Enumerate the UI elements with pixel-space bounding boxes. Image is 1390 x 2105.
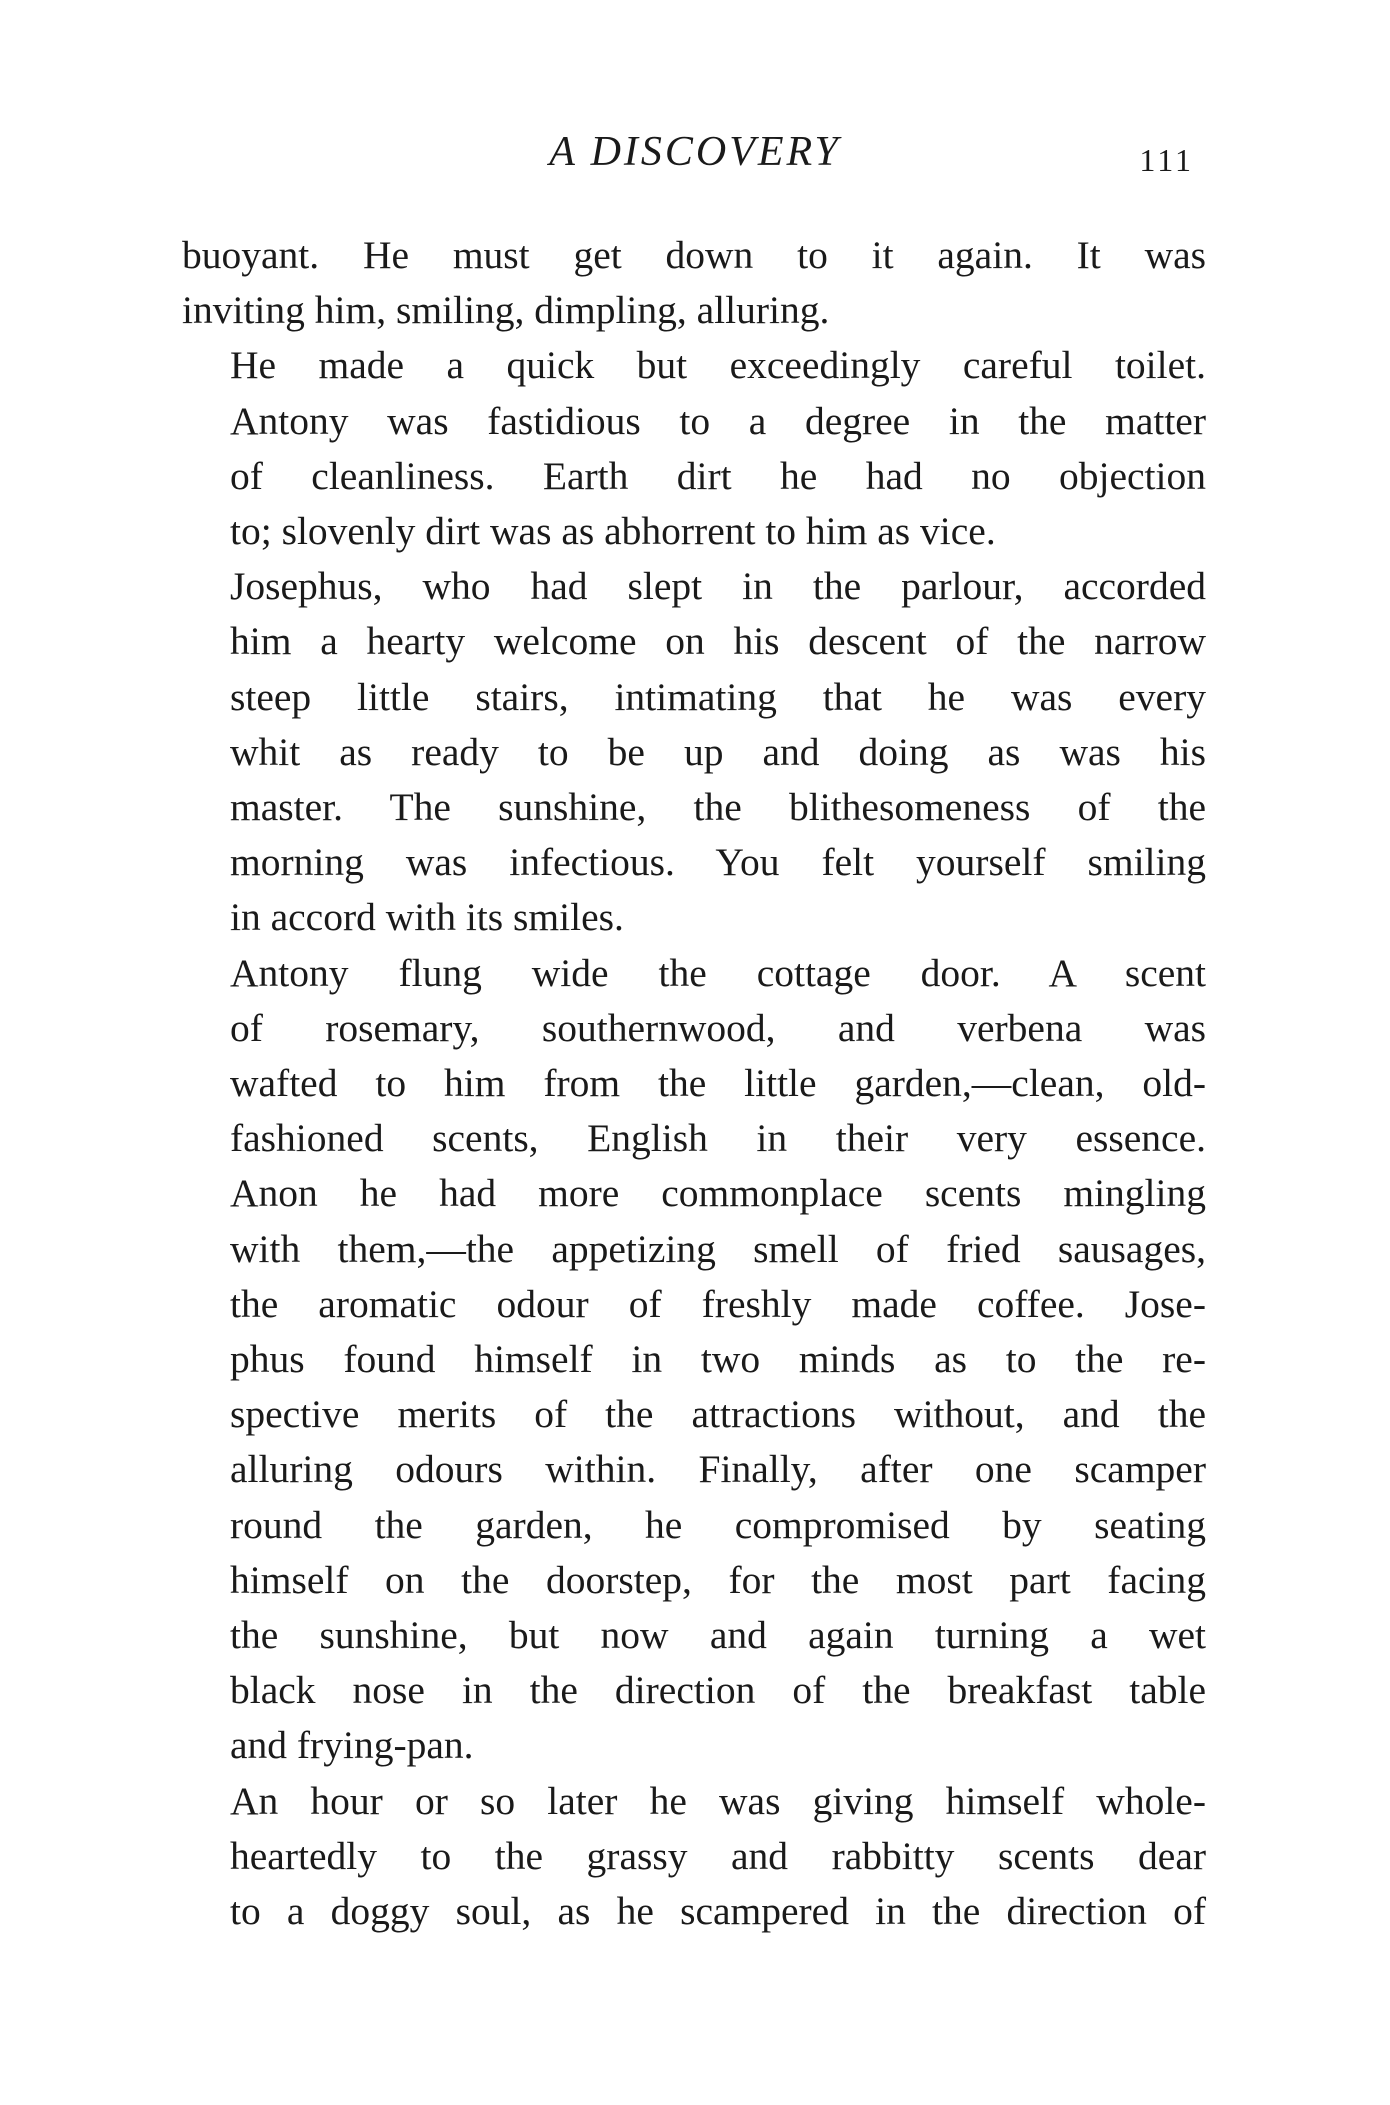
text-line: He made a quick but exceedingly careful toilet. [230, 343, 1206, 388]
body-text [182, 228, 1206, 1939]
text-line: alluring odours within. Finally, after one scamper [230, 1447, 1206, 1492]
text-line: phus found himself in two minds as to the re- [230, 1337, 1206, 1382]
text-line: and frying-pan. [230, 1723, 474, 1768]
text-line: master. The sunshine, the blithesomeness of the [230, 785, 1206, 830]
text-line: the sunshine, but now and again turning a wet [230, 1613, 1206, 1658]
text-line: of rosemary, southernwood, and verbena was [230, 1005, 1206, 1050]
text-line: him a hearty welcome on his descent of the narrow [230, 619, 1206, 664]
paragraph [182, 338, 1206, 559]
text-line: to; slovenly dirt was as abhorrent to him as vice. [230, 509, 996, 554]
text-line: spective merits of the attractions without, and the [230, 1392, 1206, 1437]
text-line: himself on the doorstep, for the most part facing [230, 1557, 1206, 1602]
text-line: whit as ready to be up and doing as was his [230, 729, 1206, 774]
text-line: buoyant. He must get down to it again. It was [182, 233, 1206, 277]
text-line: of cleanliness. Earth dirt he had no objection [230, 453, 1206, 498]
text-line: inviting him, smiling, dimpling, alluring. [182, 288, 830, 333]
text-line: round the garden, he compromised by seating [230, 1502, 1206, 1547]
text-line: in accord with its smiles. [230, 895, 624, 940]
paragraph [182, 559, 1206, 945]
paragraph [182, 1774, 1206, 1940]
text-line: wafted to him from the little garden,—clean, old- [230, 1061, 1206, 1106]
text-line: with them,—the appetizing smell of fried sausages, [230, 1226, 1206, 1271]
text-line: An hour or so later he was giving himself whole- [230, 1778, 1206, 1823]
text-line: fashioned scents, English in their very essence. [230, 1116, 1206, 1161]
text-line: steep little stairs, intimating that he was every [230, 674, 1206, 719]
text-line: to a doggy soul, as he scampered in the direction of [230, 1889, 1206, 1934]
text-line: Antony flung wide the cottage door. A scent [230, 950, 1206, 995]
running-head: A DISCOVERY [549, 129, 841, 175]
page-header [180, 124, 1210, 184]
paragraph [182, 228, 1206, 338]
text-line: the aromatic odour of freshly made coffee. Jose- [230, 1281, 1206, 1326]
page-number: 111 [1139, 142, 1194, 178]
text-line: morning was infectious. You felt yourself smiling [230, 840, 1206, 885]
text-line: black nose in the direction of the breakfast table [230, 1668, 1206, 1713]
text-line: Antony was fastidious to a degree in the matter [230, 398, 1206, 443]
paragraph [182, 946, 1206, 1774]
text-line: Josephus, who had slept in the parlour, accorded [230, 564, 1206, 609]
text-line: heartedly to the grassy and rabbitty scents dear [230, 1833, 1206, 1878]
text-line: Anon he had more commonplace scents mingling [230, 1171, 1206, 1216]
